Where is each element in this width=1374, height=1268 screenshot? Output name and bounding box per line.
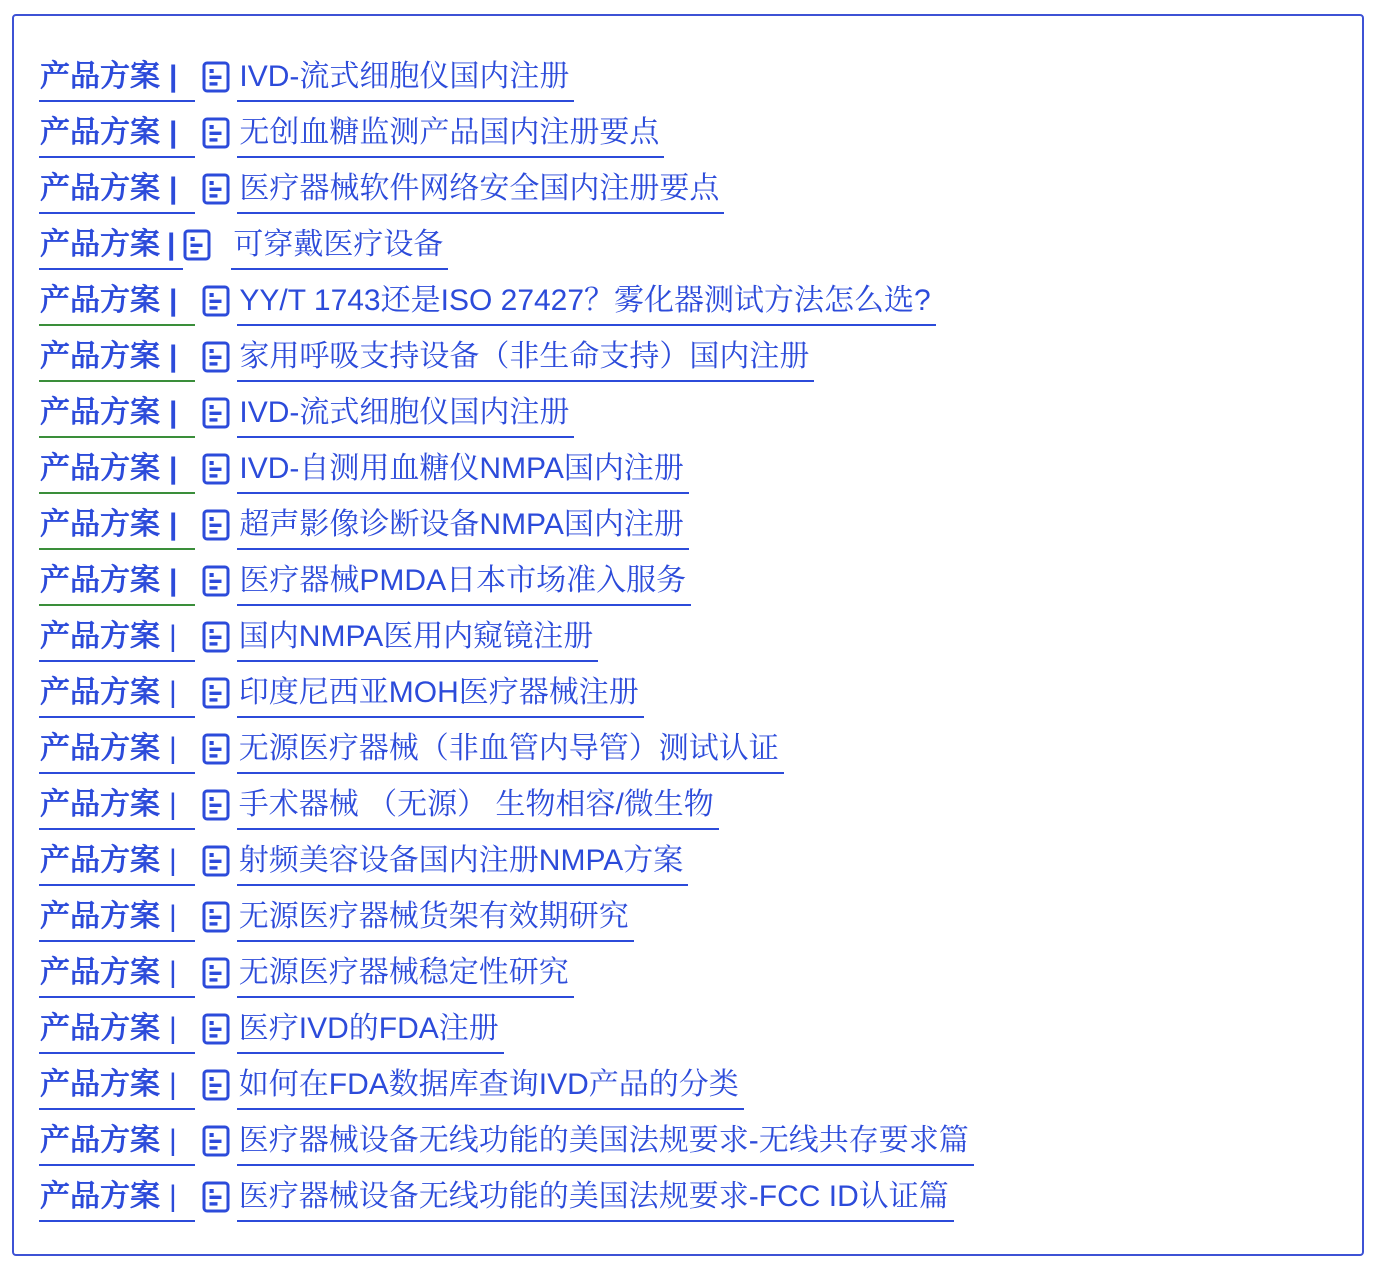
- separator-pipe: |: [169, 676, 177, 709]
- category-label-text: 产品方案: [40, 844, 160, 877]
- category-label-link[interactable]: [39, 1012, 195, 1054]
- list-item: [39, 564, 1342, 606]
- separator-pipe: |: [169, 508, 178, 541]
- list-item: [39, 396, 1342, 438]
- separator-pipe: |: [169, 844, 177, 877]
- separator-pipe: |: [169, 172, 178, 205]
- document-list-icon[interactable]: [202, 509, 230, 541]
- category-label-link[interactable]: [39, 1124, 195, 1166]
- category-label-text: 产品方案: [40, 788, 160, 821]
- list-item: [39, 284, 1342, 326]
- separator-pipe: |: [169, 732, 177, 765]
- category-label-text: 产品方案: [40, 1012, 160, 1045]
- document-list-icon[interactable]: [202, 453, 230, 485]
- list-item: [39, 228, 1342, 270]
- article-title-link[interactable]: 无源医疗器械稳定性研究: [237, 956, 574, 998]
- article-title-link[interactable]: 医疗器械设备无线功能的美国法规要求-无线共存要求篇: [237, 1124, 974, 1166]
- article-title-link[interactable]: 印度尼西亚MOH医疗器械注册: [237, 676, 644, 718]
- category-label-text: 产品方案: [40, 60, 160, 93]
- document-list-icon[interactable]: [202, 1069, 230, 1101]
- category-label-text: 产品方案: [40, 452, 160, 485]
- list-item: [39, 1180, 1342, 1222]
- list-item: [39, 508, 1342, 550]
- article-title-link[interactable]: 如何在FDA数据库查询IVD产品的分类: [237, 1068, 744, 1110]
- separator-pipe: |: [169, 60, 178, 93]
- document-list-icon[interactable]: [202, 957, 230, 989]
- content-panel: [12, 14, 1364, 1256]
- separator-pipe: |: [167, 228, 176, 261]
- category-label-link[interactable]: [39, 1180, 195, 1222]
- separator-pipe: |: [169, 1180, 177, 1213]
- category-label-text: 产品方案: [40, 676, 160, 709]
- category-label-text: 产品方案: [40, 732, 160, 765]
- document-list-icon[interactable]: [202, 621, 230, 653]
- category-label-text: 产品方案: [40, 396, 160, 429]
- list-item: [39, 844, 1342, 886]
- category-label-text: 产品方案: [40, 228, 160, 261]
- document-list-icon[interactable]: [202, 173, 230, 205]
- article-title-link[interactable]: IVD-流式细胞仪国内注册: [237, 60, 574, 102]
- article-title-link[interactable]: 无源医疗器械货架有效期研究: [237, 900, 634, 942]
- category-label-link[interactable]: [39, 452, 195, 494]
- list-item: [39, 116, 1342, 158]
- article-title-link[interactable]: 射频美容设备国内注册NMPA方案: [237, 844, 688, 886]
- category-label-text: 产品方案: [40, 340, 160, 373]
- article-title-link[interactable]: YY/T 1743还是ISO 27427？雾化器测试方法怎么选?: [237, 284, 935, 326]
- article-title-link[interactable]: 手术器械 （无源） 生物相容/微生物: [237, 788, 719, 830]
- article-title-link[interactable]: 家用呼吸支持设备（非生命支持）国内注册: [237, 340, 814, 382]
- separator-pipe: |: [169, 564, 178, 597]
- list-item: [39, 620, 1342, 662]
- category-label-link[interactable]: [39, 1068, 195, 1110]
- separator-pipe: |: [169, 1124, 177, 1157]
- article-title-link[interactable]: IVD-流式细胞仪国内注册: [237, 396, 574, 438]
- category-label-link[interactable]: [39, 508, 195, 550]
- list-item: [39, 1012, 1342, 1054]
- category-label-text: 产品方案: [40, 1068, 160, 1101]
- list-item: [39, 788, 1342, 830]
- category-label-link[interactable]: [39, 788, 195, 830]
- category-label-text: 产品方案: [40, 956, 160, 989]
- list-item: [39, 452, 1342, 494]
- category-label-text: 产品方案: [40, 172, 160, 205]
- category-label-text: 产品方案: [40, 620, 160, 653]
- document-list-icon[interactable]: [202, 845, 230, 877]
- separator-pipe: |: [169, 956, 177, 989]
- article-title-link[interactable]: 无创血糖监测产品国内注册要点: [237, 116, 664, 158]
- separator-pipe: |: [169, 620, 177, 653]
- category-label-text: 产品方案: [40, 284, 160, 317]
- list-item: [39, 900, 1342, 942]
- category-label-link[interactable]: [39, 732, 195, 774]
- category-label-link[interactable]: [39, 172, 195, 214]
- category-label-link[interactable]: [39, 60, 195, 102]
- separator-pipe: |: [169, 284, 178, 317]
- document-list-icon[interactable]: [202, 397, 230, 429]
- document-list-icon[interactable]: [202, 677, 230, 709]
- article-title-link[interactable]: 医疗器械软件网络安全国内注册要点: [237, 172, 724, 214]
- list-item: [39, 60, 1342, 102]
- category-label-link[interactable]: [39, 620, 195, 662]
- document-list-icon[interactable]: [183, 229, 211, 261]
- article-title-link[interactable]: 医疗器械PMDA日本市场准入服务: [237, 564, 691, 606]
- category-label-text: 产品方案: [40, 1124, 160, 1157]
- document-list-icon[interactable]: [202, 789, 230, 821]
- category-label-link[interactable]: [39, 844, 195, 886]
- category-label-link[interactable]: [39, 284, 195, 326]
- article-title-link[interactable]: 无源医疗器械（非血管内导管）测试认证: [237, 732, 784, 774]
- list-item: [39, 956, 1342, 998]
- document-list-icon[interactable]: [202, 1181, 230, 1213]
- separator-pipe: |: [169, 396, 178, 429]
- separator-pipe: |: [169, 452, 178, 485]
- category-label-link[interactable]: [39, 676, 195, 718]
- article-title-link[interactable]: 医疗器械设备无线功能的美国法规要求-FCC ID认证篇: [237, 1180, 954, 1222]
- document-list-icon[interactable]: [202, 565, 230, 597]
- document-list-icon[interactable]: [202, 733, 230, 765]
- category-label-link[interactable]: [39, 228, 183, 270]
- separator-pipe: |: [169, 1012, 177, 1045]
- document-list-icon[interactable]: [202, 117, 230, 149]
- category-label-text: 产品方案: [40, 564, 160, 597]
- document-list-icon[interactable]: [202, 61, 230, 93]
- article-title-link[interactable]: 超声影像诊断设备NMPA国内注册: [237, 508, 688, 550]
- solution-list: [39, 60, 1342, 1222]
- document-list-icon[interactable]: [202, 1125, 230, 1157]
- article-title-link[interactable]: 医疗IVD的FDA注册: [237, 1012, 504, 1054]
- category-label-text: 产品方案: [40, 900, 160, 933]
- list-item: [39, 172, 1342, 214]
- category-label-link[interactable]: [39, 956, 195, 998]
- category-label-text: 产品方案: [40, 508, 160, 541]
- document-list-icon[interactable]: [202, 341, 230, 373]
- list-item: [39, 1124, 1342, 1166]
- category-label-link[interactable]: [39, 116, 195, 158]
- article-title-link[interactable]: IVD-自测用血糖仪NMPA国内注册: [237, 452, 688, 494]
- category-label-link[interactable]: [39, 340, 195, 382]
- separator-pipe: |: [169, 1068, 177, 1101]
- list-item: [39, 732, 1342, 774]
- category-label-text: 产品方案: [40, 116, 160, 149]
- separator-pipe: |: [169, 788, 177, 821]
- category-label-link[interactable]: [39, 900, 195, 942]
- list-item: [39, 340, 1342, 382]
- category-label-link[interactable]: [39, 396, 195, 438]
- article-title-link[interactable]: 国内NMPA医用内窥镜注册: [237, 620, 598, 662]
- article-title-link[interactable]: 可穿戴医疗设备: [231, 228, 448, 270]
- separator-pipe: |: [169, 340, 178, 373]
- category-label-text: 产品方案: [40, 1180, 160, 1213]
- document-list-icon[interactable]: [202, 901, 230, 933]
- category-label-link[interactable]: [39, 564, 195, 606]
- list-item: [39, 1068, 1342, 1110]
- list-item: [39, 676, 1342, 718]
- document-list-icon[interactable]: [202, 285, 230, 317]
- document-list-icon[interactable]: [202, 1013, 230, 1045]
- separator-pipe: |: [169, 900, 177, 933]
- separator-pipe: |: [169, 116, 178, 149]
